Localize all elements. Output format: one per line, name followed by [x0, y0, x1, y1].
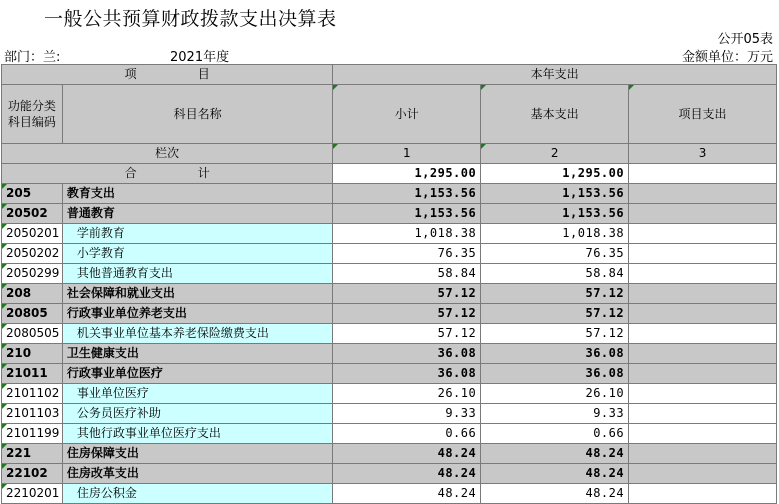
total-subtotal[interactable]: 1,295.00 — [333, 164, 481, 184]
header-project[interactable]: 项目支出 — [629, 85, 777, 144]
row-code[interactable]: 22102 — [2, 464, 63, 484]
row-basic[interactable]: 0.66 — [481, 424, 629, 444]
amount-unit: 金额单位：万元 — [681, 50, 773, 65]
table-row — [2, 444, 777, 464]
table-row — [2, 244, 777, 264]
row-basic[interactable]: 58.84 — [481, 264, 629, 284]
page-title: 一般公共预算财政拨款支出决算表 — [44, 8, 337, 30]
table-row — [2, 404, 777, 424]
row-project[interactable] — [629, 204, 777, 224]
row-subtotal[interactable]: 48.24 — [333, 484, 481, 504]
total-label[interactable]: 合 计 — [2, 164, 333, 184]
row-code[interactable]: 2050202 — [2, 244, 63, 264]
row-basic[interactable]: 76.35 — [481, 244, 629, 264]
row-project[interactable] — [629, 384, 777, 404]
row-subtotal[interactable]: 76.35 — [333, 244, 481, 264]
header-year-expenditure[interactable]: 本年支出 — [333, 65, 777, 85]
row-project[interactable] — [629, 464, 777, 484]
row-subtotal[interactable]: 36.08 — [333, 364, 481, 384]
row-code[interactable]: 2101199 — [2, 424, 63, 444]
row-project[interactable] — [629, 364, 777, 384]
row-project[interactable] — [629, 264, 777, 284]
seq-1[interactable]: 1 — [333, 144, 481, 164]
table-row — [2, 364, 777, 384]
table-row — [2, 184, 777, 204]
row-name[interactable]: 行政事业单位养老支出 — [62, 304, 333, 324]
row-subtotal[interactable]: 0.66 — [333, 424, 481, 444]
row-project[interactable] — [629, 424, 777, 444]
table-row — [2, 284, 777, 304]
row-basic[interactable]: 1,018.38 — [481, 224, 629, 244]
row-name[interactable]: 机关事业单位基本养老保险缴费支出 — [62, 324, 333, 344]
row-code[interactable]: 210 — [2, 344, 63, 364]
row-code[interactable]: 208 — [2, 284, 63, 304]
total-project[interactable] — [629, 164, 777, 184]
row-project[interactable] — [629, 304, 777, 324]
row-code[interactable]: 20502 — [2, 204, 63, 224]
row-name[interactable]: 卫生健康支出 — [62, 344, 333, 364]
row-project[interactable] — [629, 404, 777, 424]
row-name[interactable]: 行政事业单位医疗 — [62, 364, 333, 384]
row-project[interactable] — [629, 184, 777, 204]
row-basic[interactable]: 36.08 — [481, 364, 629, 384]
row-name[interactable]: 社会保障和就业支出 — [62, 284, 333, 304]
row-basic[interactable]: 48.24 — [481, 444, 629, 464]
department-label: 部门：兰: — [4, 50, 61, 65]
total-row — [2, 164, 777, 184]
row-subtotal[interactable]: 57.12 — [333, 304, 481, 324]
row-code[interactable]: 2050299 — [2, 264, 63, 284]
seq-label[interactable]: 栏次 — [2, 144, 333, 164]
row-project[interactable] — [629, 284, 777, 304]
row-code[interactable]: 20805 — [2, 304, 63, 324]
row-subtotal[interactable]: 1,018.38 — [333, 224, 481, 244]
table-row — [2, 304, 777, 324]
row-project[interactable] — [629, 224, 777, 244]
row-name[interactable]: 学前教育 — [62, 224, 333, 244]
row-project[interactable] — [629, 344, 777, 364]
table-row — [2, 464, 777, 484]
header-code[interactable]: 功能分类 科目编码 — [2, 85, 63, 144]
row-subtotal[interactable]: 58.84 — [333, 264, 481, 284]
row-name[interactable]: 住房改革支出 — [62, 464, 333, 484]
table-row — [2, 344, 777, 364]
header-item[interactable]: 项 目 — [2, 65, 333, 85]
row-subtotal[interactable]: 36.08 — [333, 344, 481, 364]
header-row-2 — [2, 85, 777, 144]
table-row — [2, 484, 777, 504]
row-code[interactable]: 221 — [2, 444, 63, 464]
row-basic[interactable]: 1,153.56 — [481, 184, 629, 204]
seq-2[interactable]: 2 — [481, 144, 629, 164]
row-basic[interactable]: 26.10 — [481, 384, 629, 404]
row-name[interactable]: 教育支出 — [62, 184, 333, 204]
row-name[interactable]: 普通教育 — [62, 204, 333, 224]
row-code[interactable]: 2210201 — [2, 484, 63, 504]
header-row-1 — [2, 65, 777, 85]
fiscal-year: 2021年度 — [170, 50, 230, 65]
row-basic[interactable]: 57.12 — [481, 284, 629, 304]
table-row — [2, 224, 777, 244]
header-row-seq — [2, 144, 777, 164]
row-subtotal[interactable]: 57.12 — [333, 284, 481, 304]
row-name[interactable]: 其他行政事业单位医疗支出 — [62, 424, 333, 444]
row-subtotal[interactable]: 26.10 — [333, 384, 481, 404]
row-name[interactable]: 公务员医疗补助 — [62, 404, 333, 424]
row-subtotal[interactable]: 1,153.56 — [333, 204, 481, 224]
row-code[interactable]: 2080505 — [2, 324, 63, 344]
total-basic[interactable]: 1,295.00 — [481, 164, 629, 184]
row-basic[interactable]: 48.24 — [481, 464, 629, 484]
row-code[interactable]: 2101102 — [2, 384, 63, 404]
row-basic[interactable]: 1,153.56 — [481, 204, 629, 224]
row-subtotal[interactable]: 9.33 — [333, 404, 481, 424]
row-basic[interactable]: 9.33 — [481, 404, 629, 424]
header-subtotal[interactable]: 小计 — [333, 85, 481, 144]
row-code[interactable]: 2101103 — [2, 404, 63, 424]
header-name[interactable]: 科目名称 — [62, 85, 333, 144]
row-basic[interactable]: 57.12 — [481, 304, 629, 324]
row-subtotal[interactable]: 57.12 — [333, 324, 481, 344]
expenditure-table — [1, 64, 777, 504]
row-name[interactable]: 小学教育 — [62, 244, 333, 264]
seq-3[interactable]: 3 — [629, 144, 777, 164]
header-basic[interactable]: 基本支出 — [481, 85, 629, 144]
row-project[interactable] — [629, 484, 777, 504]
row-subtotal[interactable]: 48.24 — [333, 464, 481, 484]
row-name[interactable]: 其他普通教育支出 — [62, 264, 333, 284]
table-row — [2, 264, 777, 284]
table-row — [2, 204, 777, 224]
row-name[interactable]: 住房公积金 — [62, 484, 333, 504]
row-basic[interactable]: 36.08 — [481, 344, 629, 364]
table-row — [2, 384, 777, 404]
row-name[interactable]: 事业单位医疗 — [62, 384, 333, 404]
row-basic[interactable]: 57.12 — [481, 324, 629, 344]
form-number: 公开05表 — [717, 32, 773, 47]
row-name[interactable]: 住房保障支出 — [62, 444, 333, 464]
row-project[interactable] — [629, 324, 777, 344]
table-row — [2, 324, 777, 344]
row-subtotal[interactable]: 48.24 — [333, 444, 481, 464]
row-code[interactable]: 2050201 — [2, 224, 63, 244]
row-project[interactable] — [629, 244, 777, 264]
row-basic[interactable]: 48.24 — [481, 484, 629, 504]
row-project[interactable] — [629, 444, 777, 464]
row-code[interactable]: 205 — [2, 184, 63, 204]
row-code[interactable]: 21011 — [2, 364, 63, 384]
row-subtotal[interactable]: 1,153.56 — [333, 184, 481, 204]
table-row — [2, 424, 777, 444]
